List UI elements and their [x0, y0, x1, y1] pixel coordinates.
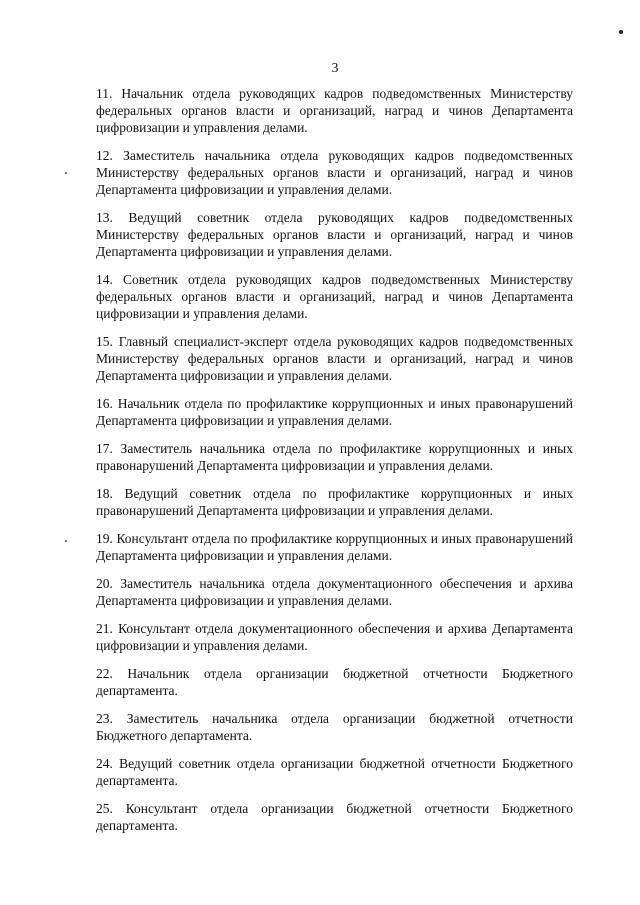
list-item: 23. Заместитель начальника отдела организации бюджетной отчетности Бюджетного департамента. — [96, 711, 573, 743]
list-item: 25. Консультант отдела организации бюджетной отчетности Бюджетного департамента. — [96, 801, 573, 833]
list-item: 16. Начальник отдела по профилактике коррупционных и иных правонарушений Департамента цифровизации и управления делами. — [96, 396, 573, 428]
list-item: 12. Заместитель начальника отдела руководящих кадров подведомственных Министерству федеральных органов власти и организаций, наград и чинов Департамента цифровизации и управления делами. — [96, 148, 573, 197]
list-item: 17. Заместитель начальника отдела по профилактике коррупционных и иных правонарушений Департамента цифровизации и управления делами. — [96, 441, 573, 473]
list-item: 13. Ведущий советник отдела руководящих кадров подведомственных Министерству федеральных органов власти и организаций, наград и чинов Департамента цифровизации и управления делами. — [96, 210, 573, 259]
list-item: 21. Консультант отдела документационного обеспечения и архива Департамента цифровизации и управления делами. — [96, 621, 573, 653]
list-item: 19. Консультант отдела по профилактике коррупционных и иных правонарушений Департамента цифровизации и управления делами. — [96, 531, 573, 563]
scan-speck — [65, 540, 67, 542]
list-item: 20. Заместитель начальника отдела документационного обеспечения и архива Департамента цифровизации и управления делами. — [96, 576, 573, 608]
list-item: 22. Начальник отдела организации бюджетной отчетности Бюджетного департамента. — [96, 666, 573, 698]
scan-speck — [65, 172, 67, 174]
scan-mark — [619, 30, 623, 34]
list-item: 15. Главный специалист-эксперт отдела руководящих кадров подведомственных Министерству федеральных органов власти и организаций, наград и чинов Департамента цифровизации и управления делами. — [96, 334, 573, 383]
page-number: 3 — [331, 60, 339, 75]
list-item: 11. Начальник отдела руководящих кадров подведомственных Министерству федеральных органов власти и организаций, наград и чинов Департамента цифровизации и управления делами. — [96, 86, 573, 135]
item-list — [96, 85, 573, 845]
list-item: 18. Ведущий советник отдела по профилактике коррупционных и иных правонарушений Департамента цифровизации и управления делами. — [96, 486, 573, 518]
list-item: 24. Ведущий советник отдела организации бюджетной отчетности Бюджетного департамента. — [96, 756, 573, 788]
list-item: 14. Советник отдела руководящих кадров подведомственных Министерству федеральных органов власти и организаций, наград и чинов Департамента цифровизации и управления делами. — [96, 272, 573, 321]
